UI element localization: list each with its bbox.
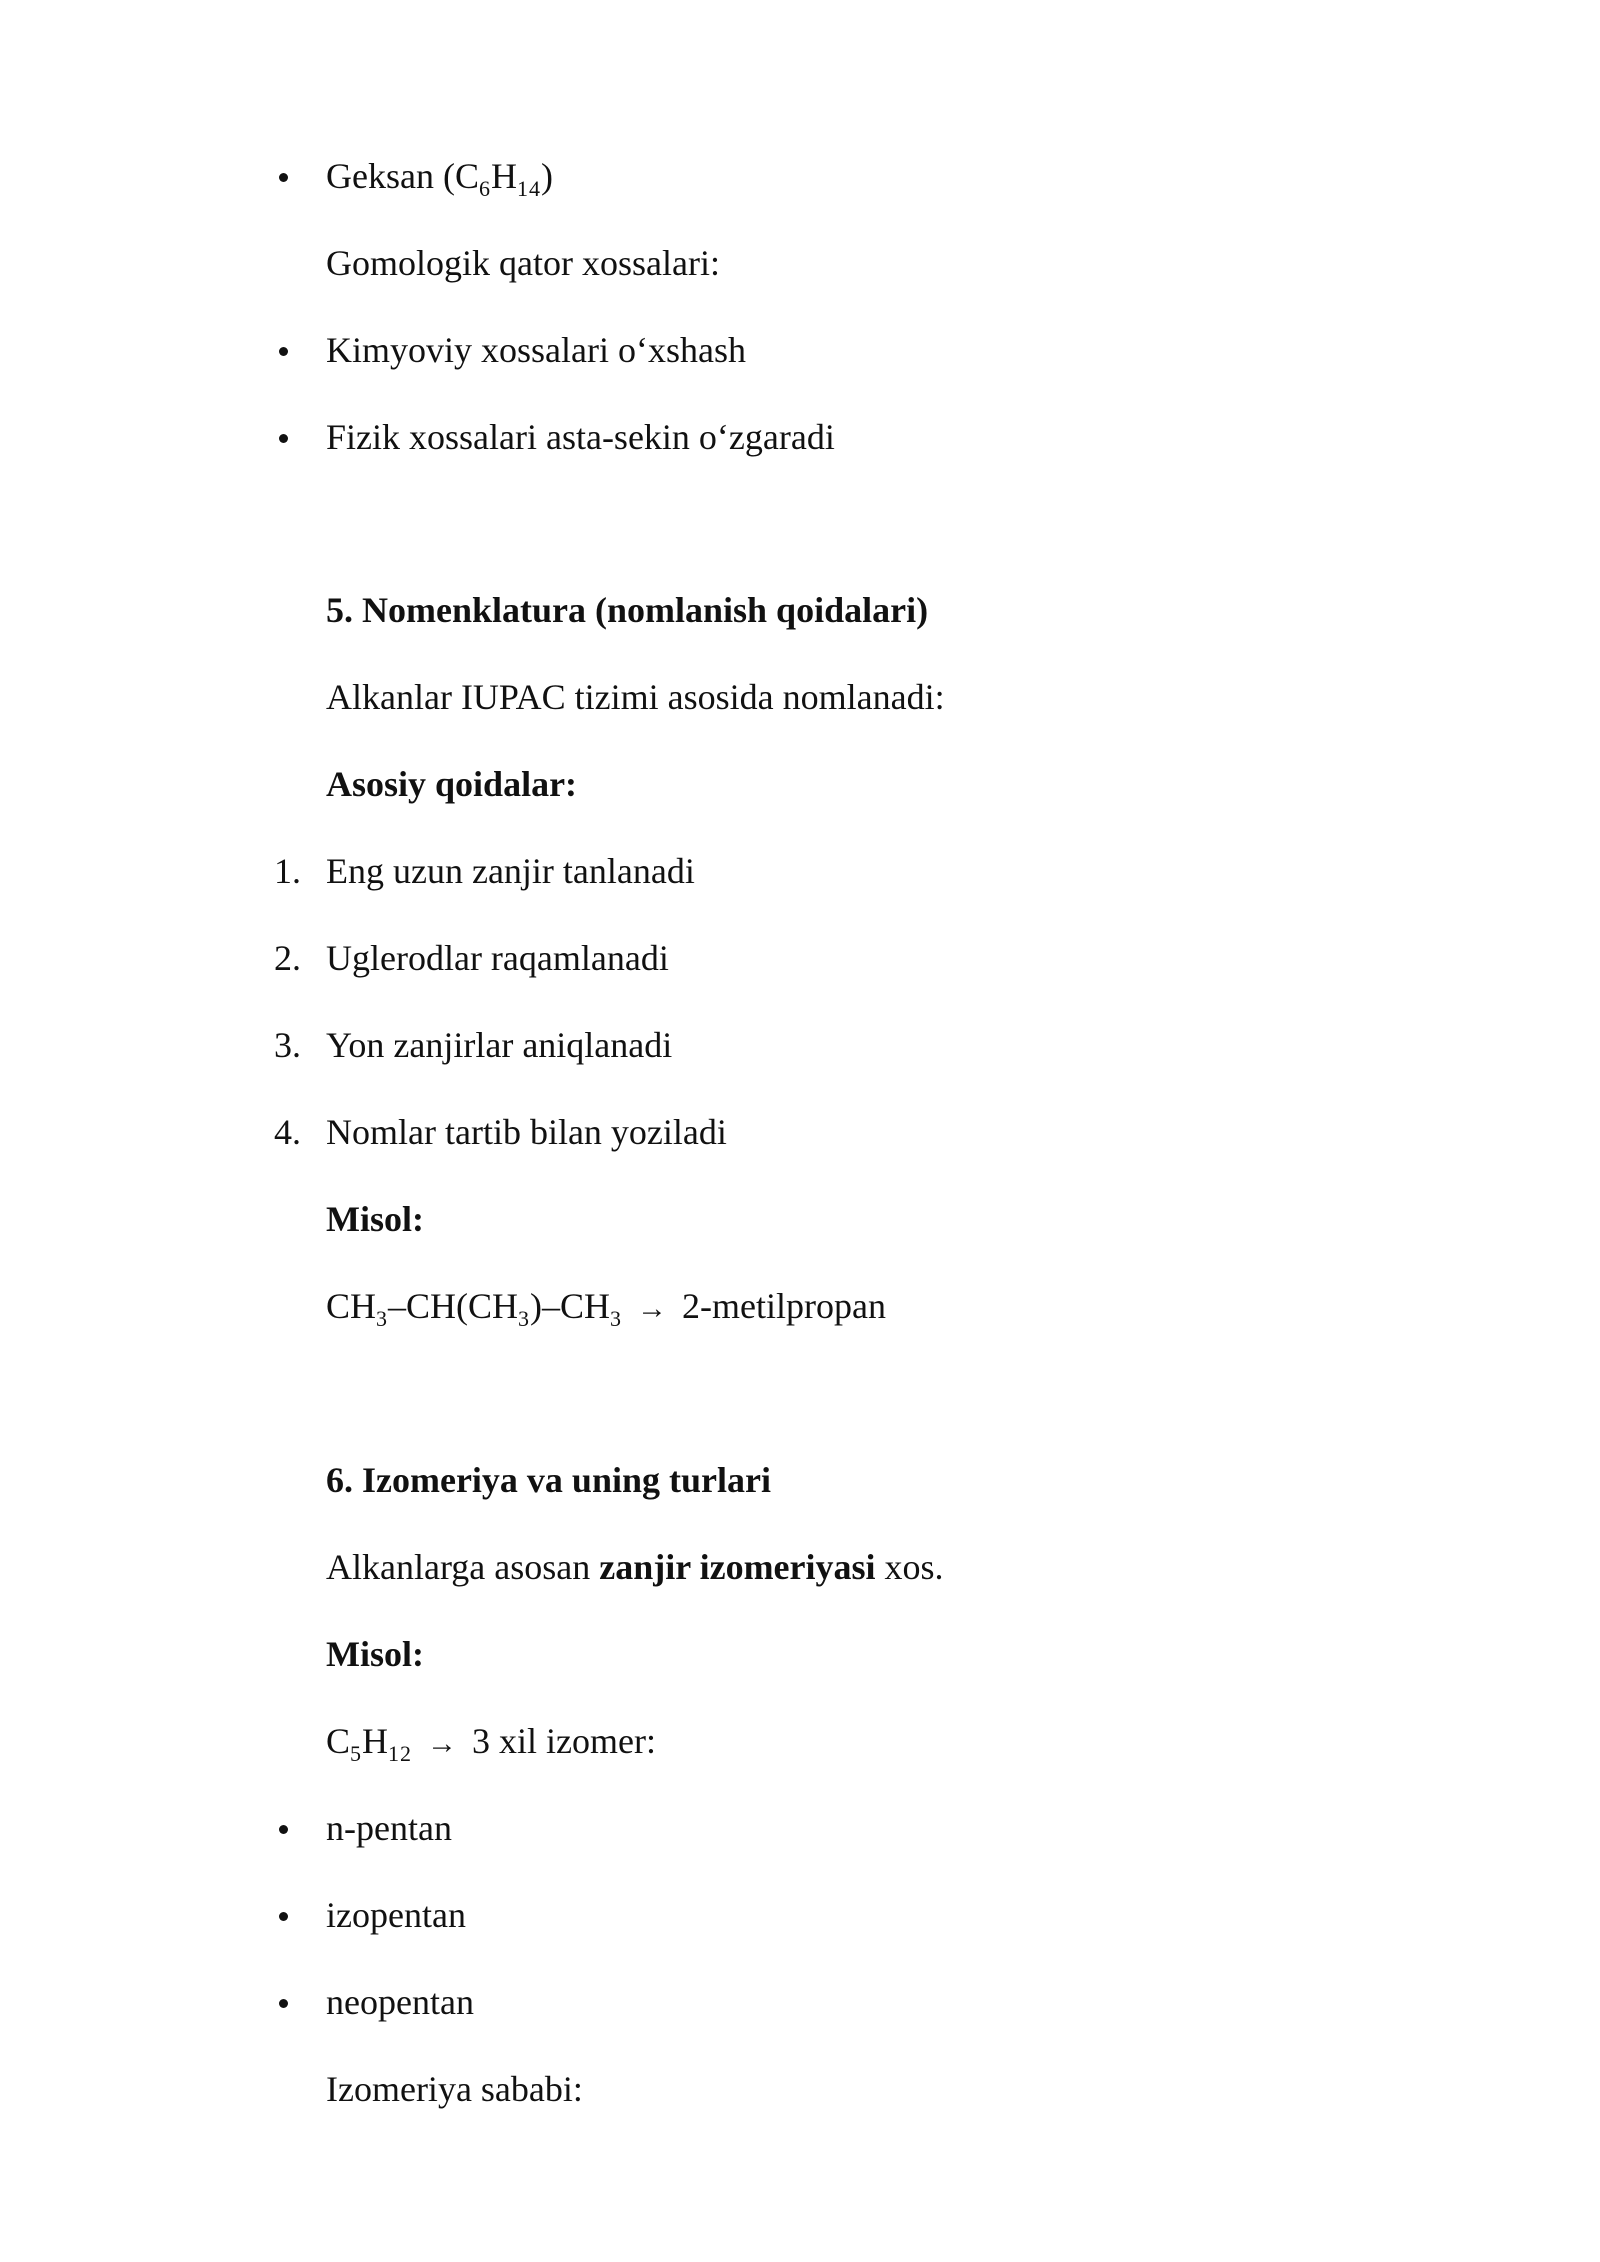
list-item: Fizik xossalari asta-sekin o‘zgaradi bbox=[326, 417, 835, 457]
example-label: Misol: bbox=[326, 1634, 424, 1674]
bullet-icon bbox=[279, 1999, 288, 2008]
rule-item: Yon zanjirlar aniqlanadi bbox=[326, 1025, 673, 1065]
example-formula: $CH_3-CH(CH_3)-CH_3$ → 2-metilpropan bbox=[326, 1286, 886, 1331]
rule-item: Nomlar tartib bilan yoziladi bbox=[326, 1112, 727, 1152]
isomer-item: neopentan bbox=[326, 1982, 474, 2022]
section-5-title: 5. Nomenklatura (nomlanish qoidalari) bbox=[326, 590, 929, 630]
list-number: 4. bbox=[274, 1112, 301, 1152]
list-number: 2. bbox=[274, 938, 301, 978]
example-label: Misol: bbox=[326, 1199, 424, 1239]
bullet-icon bbox=[279, 173, 288, 182]
list-number: 3. bbox=[274, 1025, 301, 1065]
bullet-icon bbox=[279, 434, 288, 443]
bullet-icon bbox=[279, 347, 288, 356]
bullet-icon bbox=[279, 1912, 288, 1921]
rules-heading: Asosiy qoidalar: bbox=[326, 764, 578, 804]
bullet-icon bbox=[279, 1825, 288, 1834]
section-6-title: 6. Izomeriya va uning turlari bbox=[326, 1460, 771, 1500]
list-item: Kimyoviy xossalari o‘xshash bbox=[326, 330, 746, 370]
arrow-icon: → bbox=[637, 1292, 668, 1325]
rule-item: Eng uzun zanjir tanlanadi bbox=[326, 851, 695, 891]
isomer-item: izopentan bbox=[326, 1895, 466, 1935]
arrow-icon: → bbox=[427, 1727, 458, 1760]
section-5-intro: Alkanlar IUPAC tizimi asosida nomlanadi: bbox=[326, 677, 945, 717]
list-item-geksan: Geksan $(C_6H_{14})$ bbox=[326, 156, 553, 201]
isomer-item: n-pentan bbox=[326, 1808, 452, 1848]
list-number: 1. bbox=[274, 851, 301, 891]
rule-item: Uglerodlar raqamlanadi bbox=[326, 938, 669, 978]
isomer-formula: $C_5H_{12} \to 3$ xil izomer: bbox=[326, 1721, 656, 1766]
gomologik-heading: Gomologik qator xossalari: bbox=[326, 243, 720, 283]
reason-heading: Izomeriya sababi: bbox=[326, 2069, 583, 2109]
section-6-intro: Alkanlarga asosan zanjir izomeriyasi xos. bbox=[326, 1547, 944, 1587]
